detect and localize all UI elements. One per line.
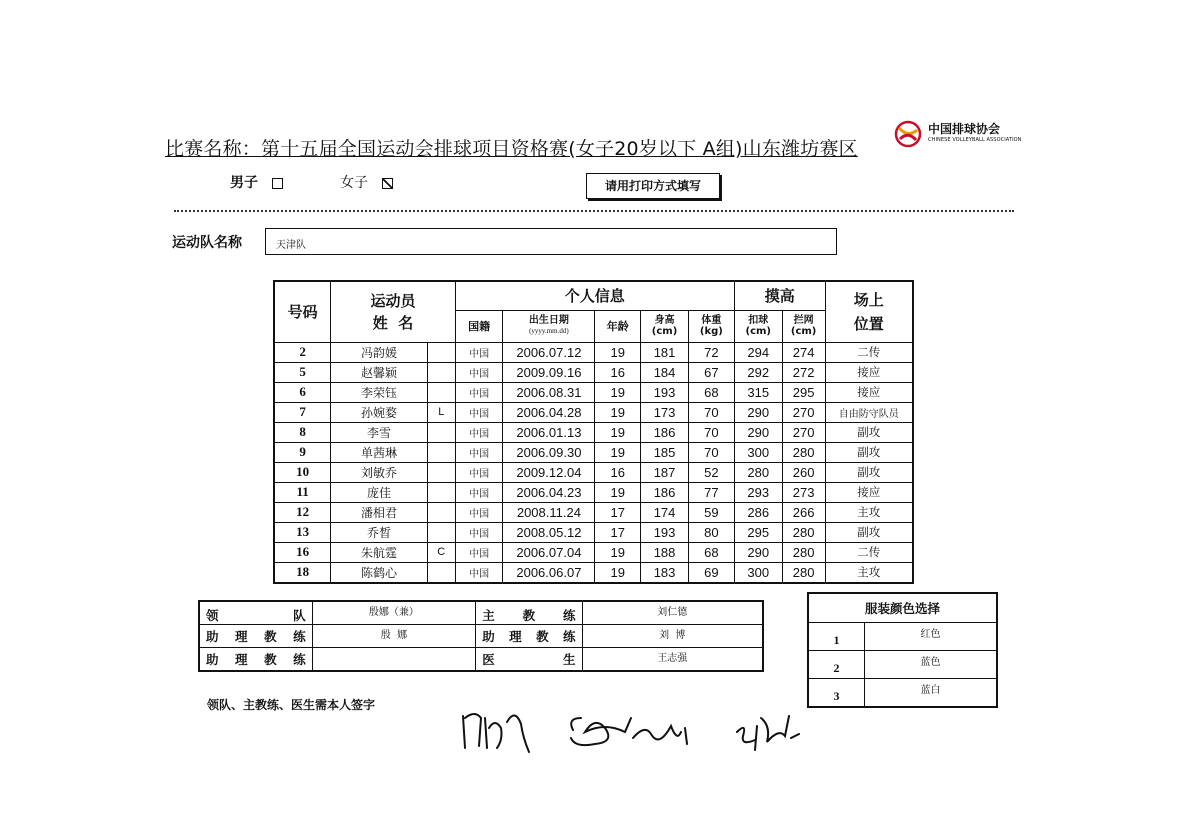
player-nationality[interactable]: 中国 [455,422,503,442]
player-age[interactable]: 19 [595,402,641,422]
player-name[interactable]: 孙婉婺 [331,402,428,422]
player-birth-date[interactable]: 2006.07.04 [503,542,595,562]
player-nationality[interactable]: 中国 [455,562,503,583]
player-birth-date[interactable]: 2006.01.13 [503,422,595,442]
header-height-label: 身高 [654,315,675,326]
player-weight[interactable]: 70 [688,402,734,422]
player-spike-reach[interactable]: 295 [734,522,782,542]
player-birth-date[interactable]: 2006.08.31 [503,382,595,402]
player-height[interactable]: 184 [641,362,689,382]
header-position-line2: 位置 [853,314,884,333]
header-spike-unit: (cm) [745,326,771,337]
player-block-reach[interactable]: 274 [782,342,825,362]
table-row [274,402,913,422]
print-instruction: 请用打印方式填写 [586,173,720,199]
player-number[interactable]: 9 [274,442,331,462]
header-personal-info: 个人信息 [455,281,734,310]
player-name[interactable]: 陈鹤心 [331,562,428,583]
female-option[interactable] [340,172,393,192]
player-block-reach[interactable]: 270 [782,402,825,422]
player-weight[interactable]: 68 [688,382,734,402]
player-position[interactable]: 主攻 [825,502,913,522]
player-number[interactable]: 18 [274,562,331,583]
player-name[interactable]: 单茜琳 [331,442,428,462]
header-athlete [331,281,455,342]
player-role-tag[interactable] [427,522,455,542]
player-name[interactable]: 李荣钰 [331,382,428,402]
player-birth-date[interactable]: 2009.09.16 [503,362,595,382]
player-role-tag[interactable] [427,462,455,482]
player-spike-reach[interactable]: 290 [734,402,782,422]
player-age[interactable]: 19 [595,542,641,562]
header-athlete-line1: 运动员 [370,291,416,310]
player-number[interactable]: 2 [274,342,331,362]
leader-label: 领 队 [199,601,312,625]
header-height-unit: (cm) [651,326,678,337]
team-name-label: 运动队名称 [172,235,242,251]
player-position[interactable]: 接应 [825,482,913,502]
player-age[interactable]: 16 [595,462,641,482]
player-nationality[interactable]: 中国 [455,462,503,482]
header-age: 年龄 [595,310,641,342]
player-age[interactable]: 19 [595,562,641,583]
roster-table [273,280,914,584]
player-position[interactable]: 接应 [825,382,913,402]
player-name[interactable]: 赵馨颖 [331,362,428,382]
uniform-color-table [807,592,998,708]
head-coach-label: 主 教 练 [476,601,582,625]
competition-title: 比赛名称：第十五届全国运动会排球项目资格赛(女子20岁以下 A组)山东潍坊赛区 [165,138,858,160]
player-role-tag[interactable] [427,562,455,583]
header-nationality: 国籍 [455,310,503,342]
header-position [825,281,913,342]
player-position[interactable]: 副攻 [825,442,913,462]
player-spike-reach[interactable]: 294 [734,342,782,362]
player-height[interactable]: 173 [641,402,689,422]
male-label: 男子 [230,175,258,191]
logo-subtitle: CHINESE VOLLEYBALL ASSOCIATION [928,137,1022,143]
player-spike-reach[interactable]: 300 [734,562,782,583]
head-coach-value[interactable]: 刘仁德 [582,601,763,625]
logo-name: 中国排球协会 [928,122,1001,136]
player-nationality[interactable]: 中国 [455,522,503,542]
player-height[interactable]: 188 [641,542,689,562]
table-row [274,562,913,583]
player-nationality[interactable]: 中国 [455,382,503,402]
player-weight[interactable]: 77 [688,482,734,502]
player-spike-reach[interactable]: 300 [734,442,782,462]
player-spike-reach[interactable]: 293 [734,482,782,502]
player-position[interactable]: 副攻 [825,422,913,442]
player-block-reach[interactable]: 280 [782,442,825,462]
player-height[interactable]: 185 [641,442,689,462]
female-checkbox[interactable] [382,178,393,189]
uniform-color-2[interactable]: 蓝色 [865,651,998,679]
player-number[interactable]: 7 [274,402,331,422]
header-athlete-line2: 姓 名 [372,313,414,332]
player-age[interactable]: 19 [595,342,641,362]
player-role-tag[interactable] [427,442,455,462]
player-birth-date[interactable]: 2008.05.12 [503,522,595,542]
table-row [274,462,913,482]
asst-coach-3-label: 助 理 教 练 [199,648,312,672]
player-number[interactable]: 8 [274,422,331,442]
player-block-reach[interactable]: 280 [782,562,825,583]
header-reach: 摸高 [734,281,825,310]
player-height[interactable]: 193 [641,382,689,402]
asst-coach-1-value[interactable]: 殷 娜 [312,625,476,648]
asst-coach-2-label: 助 理 教 练 [476,625,582,648]
player-spike-reach[interactable]: 280 [734,462,782,482]
player-age[interactable]: 17 [595,522,641,542]
signature-note: 领队、主教练、医生需本人签字 [207,698,376,712]
player-age[interactable]: 19 [595,382,641,402]
header-birth-format: (yyyy.mm.dd) [529,327,569,335]
player-height[interactable]: 186 [641,422,689,442]
player-age[interactable]: 17 [595,502,641,522]
player-weight[interactable]: 70 [688,422,734,442]
player-weight[interactable]: 52 [688,462,734,482]
uniform-index-1: 1 [808,623,865,651]
uniform-index-2: 2 [808,651,865,679]
table-row [274,422,913,442]
player-age[interactable]: 16 [595,362,641,382]
player-height[interactable]: 181 [641,342,689,362]
header-birth-label: 出生日期 [528,315,569,326]
male-option[interactable] [230,172,283,192]
player-weight[interactable]: 72 [688,342,734,362]
player-name[interactable]: 冯韵媛 [331,342,428,362]
uniform-color-1[interactable]: 红色 [865,623,998,651]
player-name[interactable]: 潘相君 [331,502,428,522]
player-role-tag[interactable] [427,502,455,522]
header-height [641,310,689,342]
player-name[interactable]: 刘敏乔 [331,462,428,482]
player-weight[interactable]: 70 [688,442,734,462]
player-weight[interactable]: 68 [688,542,734,562]
header-weight-label: 体重 [701,315,722,326]
player-block-reach[interactable]: 273 [782,482,825,502]
player-name[interactable]: 庞佳 [331,482,428,502]
uniform-color-3[interactable]: 蓝白 [865,679,998,708]
table-row [274,542,913,562]
player-nationality[interactable]: 中国 [455,362,503,382]
header-position-line1: 场上 [853,290,884,309]
player-block-reach[interactable]: 260 [782,462,825,482]
table-row [274,342,913,362]
header-weight [688,310,734,342]
player-weight[interactable]: 67 [688,362,734,382]
player-number[interactable]: 10 [274,462,331,482]
table-row [274,502,913,522]
player-birth-date[interactable]: 2008.11.24 [503,502,595,522]
doctor-value[interactable]: 王志强 [582,648,763,672]
player-nationality[interactable]: 中国 [455,542,503,562]
player-role-tag[interactable]: L [427,402,455,422]
header-spike-label: 扣球 [748,315,769,326]
player-number[interactable]: 13 [274,522,331,542]
player-birth-date[interactable]: 2006.06.07 [503,562,595,583]
header-block-unit: (cm) [790,326,817,337]
table-row [274,482,913,502]
player-spike-reach[interactable]: 292 [734,362,782,382]
player-position[interactable]: 接应 [825,362,913,382]
player-role-tag[interactable]: C [427,542,455,562]
player-nationality[interactable]: 中国 [455,402,503,422]
player-block-reach[interactable]: 266 [782,502,825,522]
female-label: 女子 [340,175,368,191]
player-nationality[interactable]: 中国 [455,502,503,522]
player-number[interactable]: 16 [274,542,331,562]
team-name-value: 天津队 [276,240,306,251]
player-position[interactable]: 二传 [825,542,913,562]
asst-coach-1-label: 助 理 教 练 [199,625,312,648]
player-block-reach[interactable]: 270 [782,422,825,442]
player-spike-reach[interactable]: 290 [734,422,782,442]
player-position[interactable]: 副攻 [825,522,913,542]
table-row [274,522,913,542]
player-nationality[interactable]: 中国 [455,442,503,462]
player-role-tag[interactable] [427,482,455,502]
player-nationality[interactable]: 中国 [455,342,503,362]
player-role-tag[interactable] [427,422,455,442]
player-name[interactable]: 李雪 [331,422,428,442]
header-block [782,310,825,342]
player-name[interactable]: 朱航霆 [331,542,428,562]
table-row [274,382,913,402]
player-weight[interactable]: 59 [688,502,734,522]
player-weight[interactable]: 69 [688,562,734,583]
header-spike [734,310,782,342]
table-row [274,442,913,462]
player-number[interactable]: 11 [274,482,331,502]
handwritten-signatures [455,688,815,768]
player-number[interactable]: 6 [274,382,331,402]
player-birth-date[interactable]: 2009.12.04 [503,462,595,482]
player-block-reach[interactable]: 280 [782,542,825,562]
male-checkbox[interactable] [272,178,283,189]
player-block-reach[interactable]: 295 [782,382,825,402]
player-birth-date[interactable]: 2006.04.28 [503,402,595,422]
player-role-tag[interactable] [427,362,455,382]
team-name-field[interactable] [265,228,837,255]
player-number[interactable]: 12 [274,502,331,522]
player-role-tag[interactable] [427,342,455,362]
player-number[interactable]: 5 [274,362,331,382]
player-block-reach[interactable]: 272 [782,362,825,382]
player-age[interactable]: 19 [595,482,641,502]
player-name[interactable]: 乔晳 [331,522,428,542]
player-height[interactable]: 193 [641,522,689,542]
player-height[interactable]: 183 [641,562,689,583]
doctor-label: 医 生 [476,648,582,672]
asst-coach-2-value[interactable]: 刘 博 [582,625,763,648]
player-block-reach[interactable]: 280 [782,522,825,542]
player-position[interactable]: 副攻 [825,462,913,482]
player-birth-date[interactable]: 2006.09.30 [503,442,595,462]
player-weight[interactable]: 80 [688,522,734,542]
player-position[interactable]: 自由防守队员 [825,402,913,422]
player-height[interactable]: 186 [641,482,689,502]
table-row [274,362,913,382]
header-weight-unit: (kg) [699,326,723,337]
player-height[interactable]: 187 [641,462,689,482]
player-age[interactable]: 19 [595,442,641,462]
leader-value[interactable]: 殷娜（兼） [312,601,476,625]
header-number: 号码 [274,281,331,342]
player-birth-date[interactable]: 2006.07.12 [503,342,595,362]
uniform-title: 服装颜色选择 [808,593,997,623]
uniform-index-3: 3 [808,679,865,708]
player-role-tag[interactable] [427,382,455,402]
asst-coach-3-value[interactable] [312,648,476,672]
player-height[interactable]: 174 [641,502,689,522]
player-position[interactable]: 二传 [825,342,913,362]
dotted-divider [174,210,1014,212]
player-spike-reach[interactable]: 315 [734,382,782,402]
player-birth-date[interactable]: 2006.04.23 [503,482,595,502]
header-birth [503,310,595,342]
player-age[interactable]: 19 [595,422,641,442]
player-spike-reach[interactable]: 290 [734,542,782,562]
player-nationality[interactable]: 中国 [455,482,503,502]
staff-table [198,600,764,672]
header-block-label: 拦网 [793,315,814,326]
player-position[interactable]: 主攻 [825,562,913,583]
player-spike-reach[interactable]: 286 [734,502,782,522]
